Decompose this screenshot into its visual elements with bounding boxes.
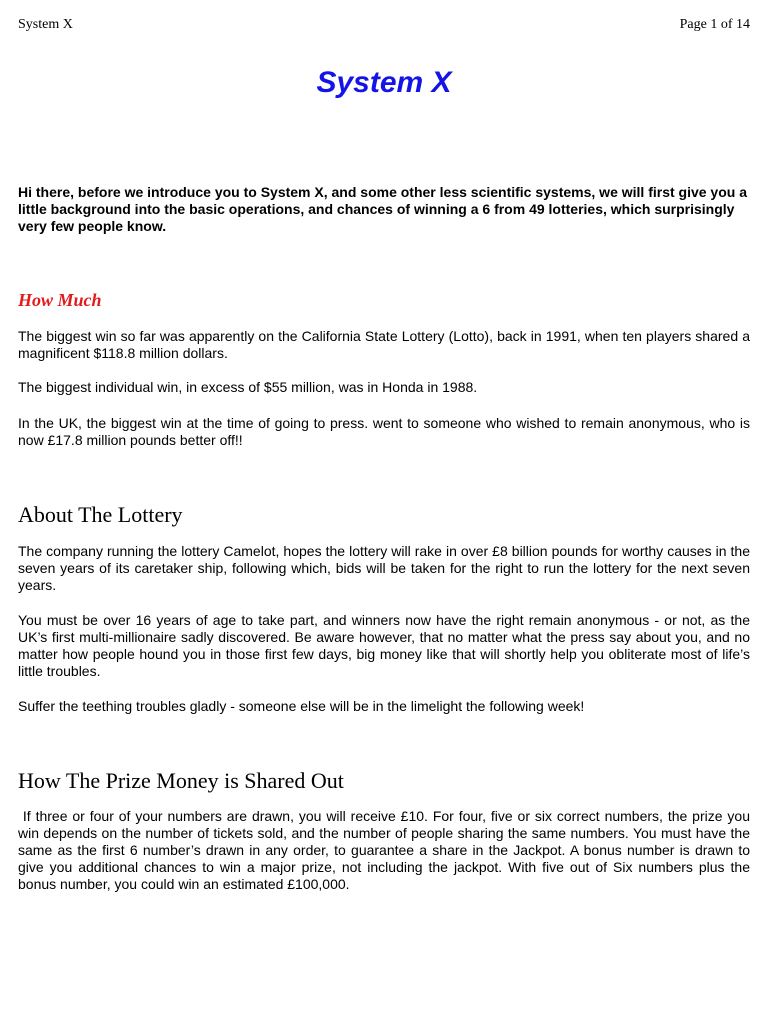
about-lottery-paragraph-3: Suffer the teething troubles gladly - someone else will be in the limelight the following week!	[18, 698, 585, 714]
section-heading-prize-money: How The Prize Money is Shared Out	[18, 768, 344, 793]
intro-paragraph: Hi there, before we introduce you to System X, and some other less scientific systems, we will first give you a little background into the basic operations, and chances of winning a 6 from 49 lotteries, which surprisingly very few people know.	[18, 184, 747, 234]
header-doc-title: System X	[18, 17, 73, 32]
section-heading-how-much: How Much	[18, 290, 102, 310]
header-page-number: Page 1 of 14	[679, 17, 750, 32]
document-title: System X	[316, 66, 452, 99]
about-lottery-paragraph-2: You must be over 16 years of age to take part, and winners now have the right remain anonymous - or not, as the UK’s first multi-millionaire sadly discovered. Be aware however, that no matter what the press say about you, and no matter how people hound you in those first few days, big money like that will shortly help you obliterate most of life’s little troubles.	[18, 612, 750, 679]
how-much-paragraph-1: The biggest win so far was apparently on the California State Lottery (Lotto), back in 1991, when ten players shared a magnificent $118.8 million dollars.	[18, 328, 750, 361]
how-much-paragraph-3: In the UK, the biggest win at the time of going to press. went to someone who wished to remain anonymous, who is now £17.8 million pounds better off!!	[18, 415, 750, 448]
running-header	[18, 16, 750, 34]
section-heading-about-the-lottery: About The Lottery	[18, 502, 183, 527]
about-lottery-paragraph-1: The company running the lottery Camelot, hopes the lottery will rake in over £8 billion pounds for worthy causes in the seven years of its caretaker ship, following which, bids will be taken for the right to run the lottery for the next seven years.	[18, 543, 750, 593]
how-much-paragraph-2: The biggest individual win, in excess of $55 million, was in Honda in 1988.	[18, 379, 478, 395]
prize-money-paragraph-1: If three or four of your numbers are drawn, you will receive £10. For four, five or six correct numbers, the prize you win depends on the number of tickets sold, and the number of people sharing the same numbers. You must have the same as the first 6 number’s drawn in any order, to guarantee a share in the Jackpot. A bonus number is drawn to give you additional chances to win a major prize, not including the jackpot. With five out of Six numbers plus the bonus number, you could win an estimated £100,000.	[18, 808, 754, 892]
